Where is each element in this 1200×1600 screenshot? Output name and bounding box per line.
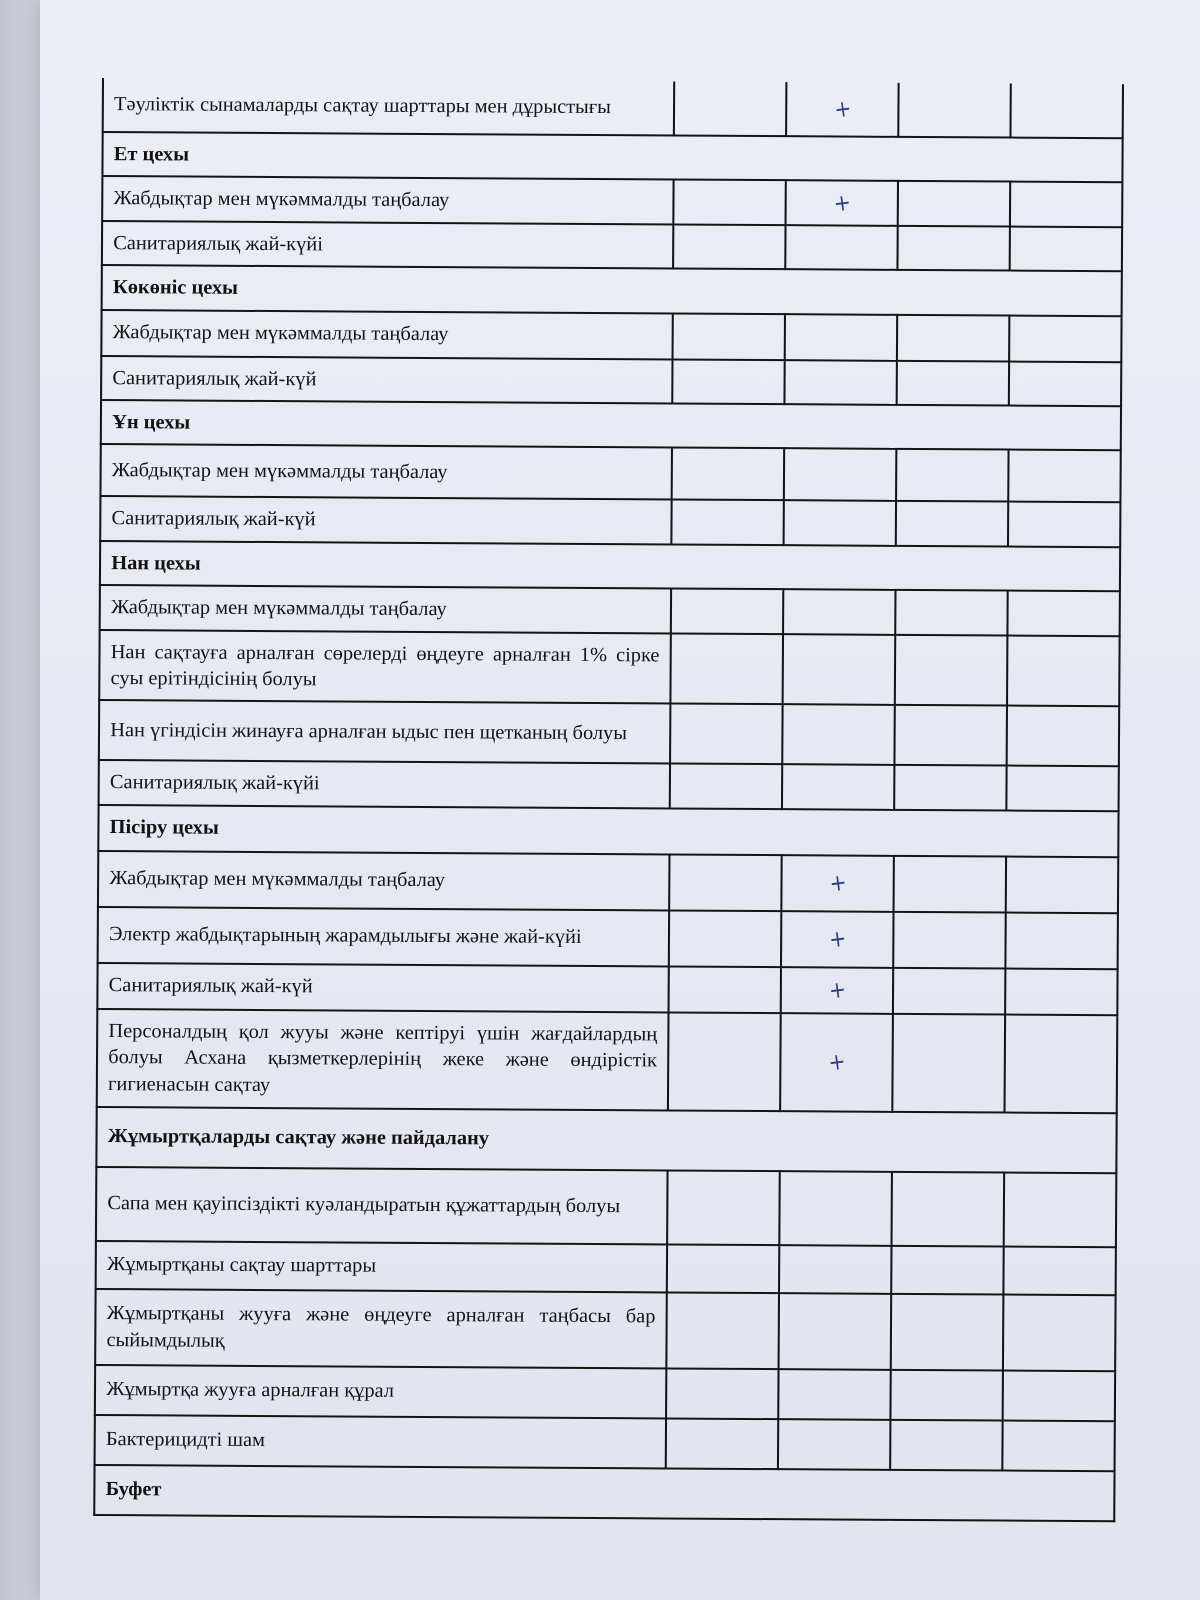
- item-label: Жабдықтар мен мүкәммалды таңбалау: [100, 444, 672, 499]
- mark-cell: [666, 1368, 779, 1419]
- mark-cell: [1010, 226, 1122, 271]
- mark-cell: [1007, 706, 1120, 767]
- mark-cell: [1008, 502, 1120, 547]
- mark-cell: [782, 764, 894, 809]
- mark-cell: [666, 1292, 779, 1369]
- table-row: [101, 356, 1121, 407]
- item-label: Санитариялық жай-күйі: [99, 760, 670, 808]
- table-row: [95, 1415, 1115, 1471]
- mark-cell: [674, 81, 787, 136]
- item-label: Тәуліктік сынамаларды сақтау шарттары мен дұрыстығы: [103, 78, 675, 135]
- mark-cell: [898, 181, 1010, 226]
- section-heading: Буфет: [94, 1465, 1114, 1521]
- item-label: Жұмыртқаны жууға және өңдеуге арналған таңбасы бар сыйымдылық: [95, 1289, 667, 1368]
- mark-cell: [897, 314, 1009, 361]
- mark-cell: [779, 1171, 892, 1246]
- mark-cell: [782, 704, 895, 765]
- table-row: [96, 1241, 1116, 1295]
- section-heading: Ет цехы: [102, 132, 1122, 183]
- mark-cell: [1003, 1294, 1116, 1371]
- mark-cell: [892, 1014, 1005, 1113]
- mark-cell: [785, 225, 897, 270]
- item-label: Санитариялық жай-күй: [101, 356, 672, 404]
- mark-cell: [891, 1294, 1004, 1371]
- section-heading: Көкөніс цехы: [102, 265, 1122, 316]
- mark-cell: [1002, 1420, 1115, 1471]
- table-row: [95, 1289, 1115, 1371]
- item-label: Жұмыртқа жууға арналған құрал: [95, 1365, 666, 1418]
- mark-cell: [673, 224, 785, 269]
- table-row: [99, 700, 1119, 766]
- handwritten-mark: +: [827, 868, 848, 898]
- mark-cell: [672, 448, 785, 501]
- table-row: [97, 1009, 1118, 1113]
- section-row: [98, 805, 1118, 857]
- item-label: Санитариялық жай-күй: [97, 963, 668, 1012]
- item-label: Жабдықтар мен мүкәммалды таңбалау: [102, 176, 673, 224]
- mark-cell: [670, 764, 782, 809]
- mark-cell: [896, 449, 1009, 502]
- checklist-table: [93, 78, 1124, 1522]
- mark-cell: [779, 1293, 892, 1370]
- mark-cell: [672, 359, 784, 404]
- item-label: Жұмыртқаны сақтау шарттары: [96, 1241, 667, 1292]
- mark-cell: [1010, 182, 1122, 227]
- mark-cell: [671, 589, 783, 634]
- mark-cell: [1004, 1172, 1117, 1247]
- item-label: Персоналдың қол жууы және кептіруі үшін жағдайлардың болуы Асхана қызметкерлерінің жеке және өндірістік гигиенасын сақтау: [97, 1009, 669, 1110]
- table-row: [103, 78, 1123, 138]
- mark-cell: [1003, 1246, 1115, 1295]
- table-row: [100, 585, 1120, 636]
- mark-cell: [894, 856, 1007, 913]
- section-row: [102, 132, 1122, 183]
- mark-cell: [785, 314, 897, 361]
- mark-cell: [783, 634, 896, 705]
- mark-cell: [670, 633, 783, 704]
- item-label: Нан үгіндісін жинауға арналған ыдыс пен щетканың болуы: [99, 700, 671, 763]
- mark-cell: [666, 1418, 779, 1469]
- table-row: [99, 760, 1119, 811]
- table-row: [102, 176, 1122, 227]
- mark-cell: [895, 634, 1008, 705]
- mark-cell: [1003, 1370, 1116, 1421]
- mark-cell: [896, 501, 1008, 546]
- mark-cell: [778, 1419, 891, 1470]
- mark-cell: [890, 1420, 1003, 1471]
- handwritten-mark: +: [826, 924, 848, 954]
- mark-cell: [1007, 591, 1119, 636]
- checklist-body: [94, 78, 1123, 1521]
- table-row: [98, 851, 1118, 913]
- mark-cell: [897, 226, 1009, 271]
- mark-cell: [1005, 1014, 1118, 1113]
- mark-cell: [1005, 912, 1118, 969]
- handwritten-mark: +: [831, 188, 853, 218]
- section-row: [94, 1465, 1114, 1521]
- mark-cell: [781, 855, 894, 912]
- mark-cell: [1009, 361, 1121, 406]
- mark-cell: [893, 968, 1005, 1015]
- mark-cell: [894, 705, 1007, 766]
- item-label: Сапа мен қауіпсіздікті куәландыратын құжаттардың болуы: [96, 1167, 668, 1244]
- mark-cell: [779, 1245, 891, 1294]
- section-heading: Ұн цехы: [101, 400, 1121, 451]
- mark-cell: [1008, 450, 1121, 503]
- mark-cell: [891, 1246, 1003, 1295]
- mark-cell: [894, 765, 1006, 810]
- page-edge-shadow: [0, 0, 40, 1600]
- table-row: [96, 1167, 1116, 1247]
- mark-cell: [673, 313, 785, 360]
- mark-cell: [1009, 315, 1121, 362]
- mark-cell: [778, 1369, 891, 1420]
- mark-cell: [784, 501, 896, 546]
- table-row: [100, 444, 1120, 502]
- mark-cell: [786, 181, 898, 226]
- section-row: [101, 400, 1121, 451]
- section-heading: Пісіру цехы: [98, 805, 1118, 857]
- section-heading: Нан цехы: [100, 541, 1120, 592]
- table-row: [101, 310, 1121, 362]
- handwritten-mark: +: [831, 94, 853, 124]
- table-row: [100, 496, 1120, 547]
- table-row: [98, 907, 1118, 969]
- mark-cell: [667, 1170, 780, 1245]
- section-row: [96, 1107, 1116, 1173]
- mark-cell: [892, 1172, 1005, 1247]
- table-row: [102, 221, 1122, 272]
- mark-cell: [667, 1244, 779, 1293]
- mark-cell: [1006, 766, 1118, 811]
- mark-cell: [668, 1012, 781, 1111]
- item-label: Жабдықтар мен мүкәммалды таңбалау: [98, 851, 670, 910]
- item-label: Жабдықтар мен мүкәммалды таңбалау: [101, 310, 672, 359]
- section-row: [102, 265, 1122, 316]
- item-label: Санитариялық жай-күйі: [102, 221, 673, 269]
- mark-cell: [1005, 968, 1117, 1015]
- mark-cell: [783, 589, 895, 634]
- mark-cell: [1010, 84, 1123, 139]
- mark-cell: [781, 911, 894, 968]
- item-label: Бактерицидті шам: [95, 1415, 666, 1468]
- item-label: Нан сақтауға арналған сөрелерді өңдеуге арналған 1% сірке суы ерітіндісінің болуы: [99, 630, 671, 704]
- handwritten-mark: +: [826, 975, 848, 1005]
- mark-cell: [784, 449, 897, 502]
- checklist-sheet: [93, 78, 1122, 1522]
- mark-cell: [781, 967, 893, 1014]
- item-label: Санитариялық жай-күй: [100, 496, 671, 544]
- mark-cell: [1007, 635, 1120, 706]
- item-label: Электр жабдықтарының жарамдылығы және жай-күйі: [98, 907, 670, 966]
- mark-cell: [669, 910, 782, 967]
- mark-cell: [669, 966, 781, 1013]
- mark-cell: [897, 360, 1009, 405]
- table-row: [99, 630, 1119, 707]
- document-page: [40, 0, 1200, 1600]
- mark-cell: [673, 180, 785, 225]
- handwritten-mark: +: [826, 1047, 847, 1077]
- mark-cell: [893, 912, 1006, 969]
- mark-cell: [1006, 856, 1119, 913]
- table-row: [97, 963, 1117, 1015]
- mark-cell: [780, 1013, 893, 1112]
- section-row: [100, 541, 1120, 592]
- mark-cell: [786, 82, 899, 137]
- mark-cell: [671, 500, 783, 545]
- mark-cell: [890, 1370, 1003, 1421]
- mark-cell: [669, 854, 782, 911]
- mark-cell: [670, 704, 783, 765]
- mark-cell: [784, 360, 896, 405]
- table-row: [95, 1365, 1115, 1421]
- mark-cell: [898, 83, 1011, 138]
- item-label: Жабдықтар мен мүкәммалды таңбалау: [100, 585, 671, 633]
- mark-cell: [895, 590, 1007, 635]
- section-heading: Жұмыртқаларды сақтау және пайдалану: [96, 1107, 1116, 1173]
